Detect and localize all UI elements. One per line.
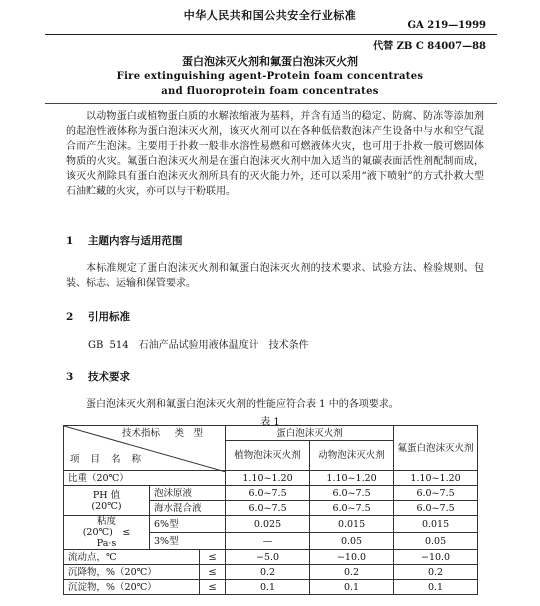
cell-plant: 0.1 — [226, 580, 310, 595]
viscosity-unit: Pa·s — [96, 538, 117, 549]
title-rule — [45, 103, 497, 104]
cell-plant: 0.2 — [226, 565, 310, 580]
table-row — [64, 550, 478, 565]
english-title-line-1: Fire extinguishing agent-Protein foam concentrates — [116, 71, 424, 82]
section-number: 3 — [66, 371, 74, 383]
replaces-code: 代替 ZB C 84007—88 — [373, 41, 486, 52]
section-1-text: 本标准规定了蛋白泡沫灭火剂和氟蛋白泡沫灭火剂的技术要求、试验方法、检验规则、包装、标志、运输和保管要求。 — [66, 263, 484, 290]
ph-label: PH 值 — [92, 489, 121, 501]
cell-animal: 0.015 — [310, 516, 394, 533]
col-header-animal: 动物泡沫灭火剂 — [310, 441, 394, 471]
diag-item-label: 项 目 名 称 — [70, 454, 146, 465]
section-3-heading — [66, 369, 130, 384]
cell-plant: 6.0~7.5 — [226, 501, 310, 516]
le-symbol: ≤ — [200, 550, 226, 565]
intro-paragraph: 以动物蛋白或植物蛋白质的水解浓缩液为基料，并含有适当的稳定、防腐、防冻等添加剂的起泡性液体称为蛋白泡沫灭火剂，该灭火剂可以在各种低倍数泡沫产生设备中与水和空气混合而产生泡沫。主要用于扑救一般非水溶性易燃和可燃液体火灾，也可用于扑救一般可燃固体物质的火灾。氟蛋白泡沫灭火剂是在蛋白泡沫灭火剂中加入适当的氟碳表面活性剂配制而成，该灭火剂除具有蛋白泡沫灭火剂所具有的灭火能力外，还可以采用“液下喷射”的方式扑救大型石油贮藏的火灾，亦可以与干粉联用。 — [66, 111, 484, 198]
english-title-line-2: and fluoroprotein foam concentrates — [161, 86, 379, 97]
cell-plant: — — [226, 533, 310, 550]
table-row — [64, 516, 478, 533]
cell-plant: 1.10~1.20 — [226, 471, 310, 486]
cell-animal: 0.1 — [310, 580, 394, 595]
diag-type-label: 类 型 — [174, 428, 204, 439]
viscosity-label-cell — [64, 516, 150, 550]
row-label: 3%型 — [150, 533, 226, 550]
table-row — [64, 565, 478, 580]
cell-animal: 6.0~7.5 — [310, 501, 394, 516]
cell-fluoro: 6.0~7.5 — [394, 501, 478, 516]
cell-fluoro: −10.0 — [394, 550, 478, 565]
section-1-heading — [66, 233, 183, 248]
section-title: 主题内容与适用范围 — [88, 235, 183, 247]
cell-plant: 0.025 — [226, 516, 310, 533]
section-number: 1 — [66, 235, 74, 247]
section-2-heading — [66, 309, 130, 324]
cell-fluoro: 0.2 — [394, 565, 478, 580]
spec-table — [63, 425, 478, 595]
section-number: 2 — [66, 311, 74, 323]
cell-plant: −5.0 — [226, 550, 310, 565]
section-title: 引用标准 — [88, 311, 130, 323]
group-header-protein: 蛋白泡沫灭火剂 — [226, 426, 394, 441]
cell-fluoro: 0.05 — [394, 533, 478, 550]
cell-animal: 0.2 — [310, 565, 394, 580]
cell-fluoro: 6.0~7.5 — [394, 486, 478, 501]
section-title: 技术要求 — [88, 371, 130, 383]
col-header-fluoro: 氟蛋白泡沫灭火剂 — [394, 426, 478, 471]
table-row — [64, 486, 478, 501]
cell-animal: −10.0 — [310, 550, 394, 565]
cell-fluoro: 1.10~1.20 — [394, 471, 478, 486]
table-row — [64, 580, 478, 595]
diagonal-header-cell — [64, 426, 226, 471]
le-symbol: ≤ — [200, 565, 226, 580]
viscosity-label: 粘度 — [96, 516, 116, 527]
row-label: 沉降物，%（20℃） — [64, 565, 200, 580]
cell-fluoro: 0.015 — [394, 516, 478, 533]
ph-label-cell — [64, 486, 150, 516]
diag-tech-label: 技术指标 — [122, 428, 161, 439]
cell-fluoro: 0.1 — [394, 580, 478, 595]
section-3-text: 蛋白泡沫灭火剂和氟蛋白泡沫灭火剂的性能应符合表 1 中的各项要求。 — [86, 399, 399, 410]
ph-temp: (20℃) — [91, 500, 122, 512]
row-label: 比重（20℃） — [64, 471, 226, 486]
cell-animal: 0.05 — [310, 533, 394, 550]
cell-animal: 6.0~7.5 — [310, 486, 394, 501]
table-row — [64, 471, 478, 486]
document-title: 蛋白泡沫灭火剂和氟蛋白泡沫灭火剂 — [182, 55, 358, 68]
row-label: 沉淀物，%（20℃） — [64, 580, 200, 595]
org-title: 中华人民共和国公共安全行业标准 — [183, 9, 357, 22]
row-label: 泡沫原液 — [150, 486, 226, 501]
top-rule — [45, 34, 497, 35]
standard-code: GA 219—1999 — [407, 20, 486, 31]
row-label: 流动点，℃ — [64, 550, 200, 565]
col-header-plant: 植物泡沫灭火剂 — [226, 441, 310, 471]
row-label: 6%型 — [150, 516, 226, 533]
cell-plant: 6.0~7.5 — [226, 486, 310, 501]
row-label: 海水混合液 — [150, 501, 226, 516]
le-symbol: ≤ — [200, 580, 226, 595]
table-caption: 表 1 — [260, 417, 280, 428]
viscosity-temp: (20℃) ≤ — [82, 527, 131, 538]
referenced-standard: GB 514 石油产品试验用液体温度计 技术条件 — [88, 340, 309, 351]
cell-animal: 1.10~1.20 — [310, 471, 394, 486]
